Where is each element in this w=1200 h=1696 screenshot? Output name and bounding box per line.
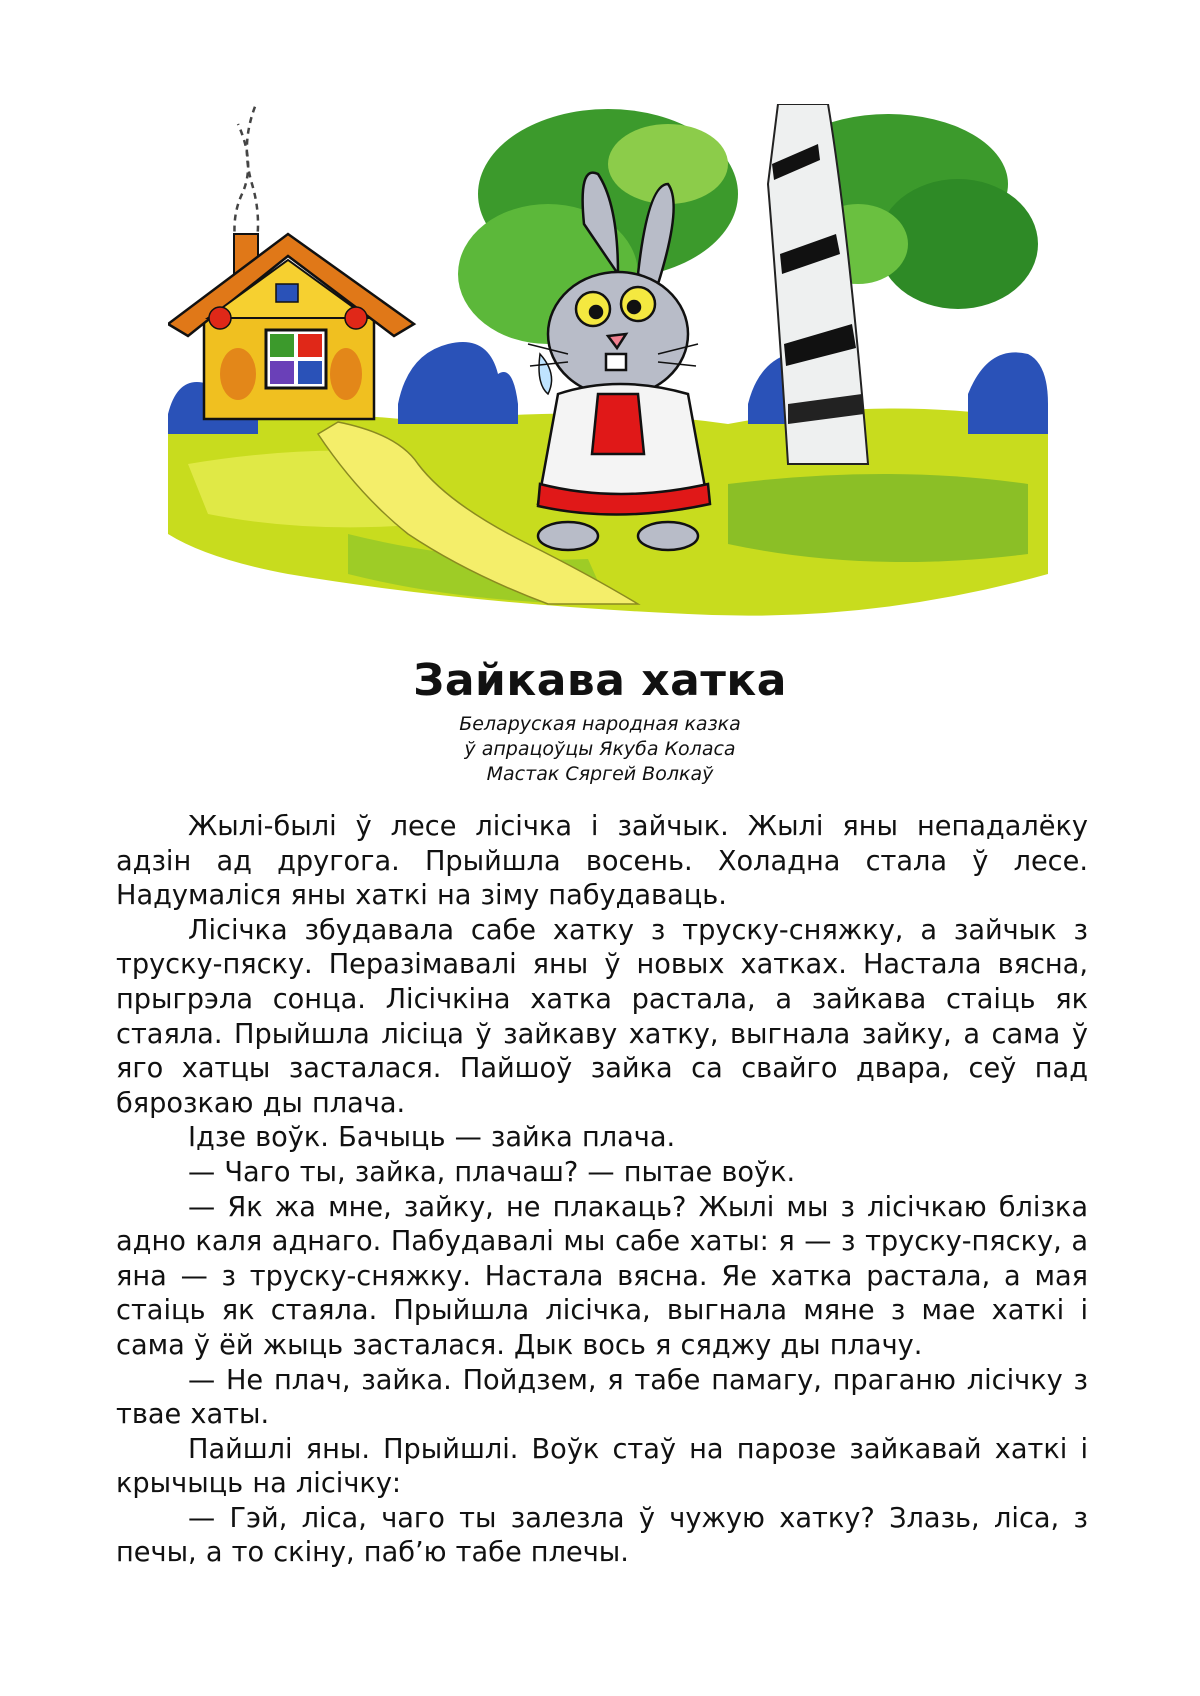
adaptation-credit: ў апрацоўцы Якуба Коласа <box>464 738 736 760</box>
story-text <box>116 810 1088 1571</box>
paragraph: Ідзе воўк. Бачыць — зайка плача. <box>188 1122 676 1154</box>
paragraph: — Не плач, зайка. Пойдзем, я табе памагу, праганю лісічку з твае хаты. <box>116 1364 1088 1431</box>
paragraph: — Чаго ты, зайка, плачаш? — пытае воўк. <box>188 1156 796 1188</box>
page-title: Зайкава хатка <box>413 655 787 706</box>
paragraph: Пайшлі яны. Прыйшлі. Воўк стаў на парозе зайкавай хаткі і крычыць на лісічку: <box>116 1433 1088 1500</box>
paragraph: Жылі-былі ў лесе лісічка і зайчык. Жылі яны непадалёку адзін ад другога. Прыйшла восень. Холадна стала ў лесе. Надумаліся яны хаткі на зіму пабудаваць. <box>116 811 1088 912</box>
house <box>168 234 414 419</box>
paragraph: Лісічка збудавала сабе хатку з труску-сняжку, а зайчык з труску-пяску. Перазімавалі яны ў новых хатках. Настала вясна, прыгрэла сонца. Лісічкіна хатка растала, а зайкава стаіць як стаяла. Прыйшла лісіца ў зайкаву хатку, выгнала зайку, а сама ў яго хатцы засталася. Пайшоў зайка са свайго двара, сеў пад бярозкаю ды плача. <box>116 914 1088 1119</box>
paragraph: — Гэй, ліса, чаго ты залезла ў чужую хатку? Злазь, ліса, з печы, а то скіну, паб’ю табе плечы. <box>116 1502 1088 1569</box>
genre-credit: Беларуская народная казка <box>459 713 741 735</box>
illustrator-credit: Мастак Сяргей Волкаў <box>486 763 714 785</box>
tree-foliage <box>458 109 1038 344</box>
story-illustration <box>168 104 1048 644</box>
paragraph: — Як жа мне, зайку, не плакаць? Жылі мы з лісічкаю блізка адно каля аднаго. Пабудавалі мы сабе хаты: я — з труску-пяску, а яна — з труску-сняжку. Настала вясна. Яе хатка растала, а мая стаіць як стаяла. Прыйшла лісічка, выгнала мяне з мае хаткі і сама ў ёй жыць засталася. Дык вось я сяджу ды плачу. <box>116 1191 1088 1361</box>
